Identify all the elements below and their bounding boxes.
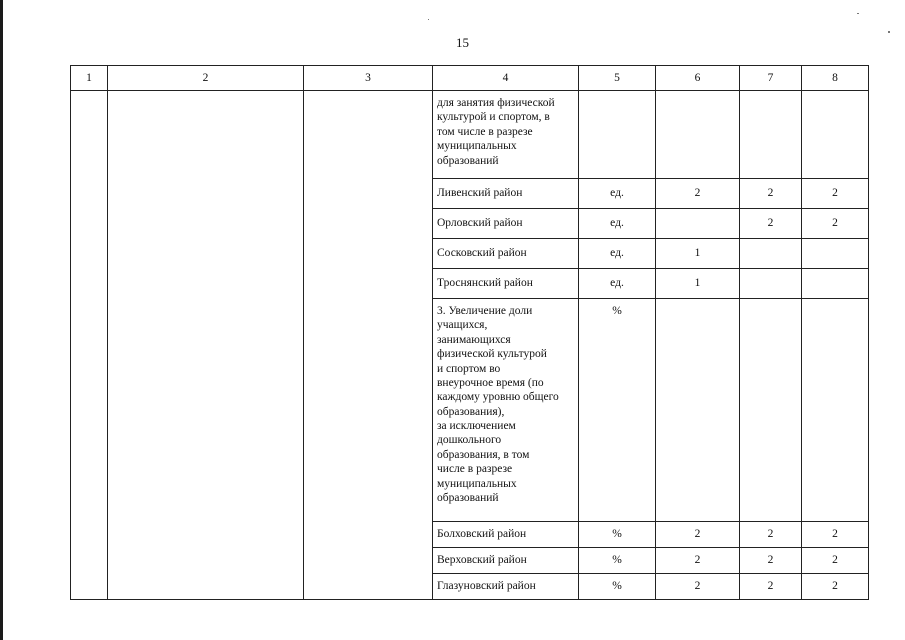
indicator-cell: Болховский район — [433, 522, 579, 548]
value-cell: 2 — [656, 179, 740, 209]
col1-merged-cell — [71, 91, 108, 600]
value-cell — [740, 269, 802, 299]
indicator-cell: Орловский район — [433, 209, 579, 239]
value-cell: 2 — [656, 522, 740, 548]
value-cell — [802, 239, 869, 269]
value-cell: 2 — [802, 574, 869, 600]
column-number: 6 — [656, 66, 740, 91]
value-cell: 1 — [656, 239, 740, 269]
column-number-row — [71, 66, 869, 91]
value-cell: 2 — [740, 209, 802, 239]
unit-cell: ед. — [579, 179, 656, 209]
scan-speck — [857, 13, 859, 14]
value-cell: 2 — [740, 574, 802, 600]
unit-cell: ед. — [579, 209, 656, 239]
page-number: 15 — [456, 35, 469, 50]
value-cell: 2 — [656, 574, 740, 600]
value-cell: 2 — [802, 522, 869, 548]
data-table — [70, 65, 869, 600]
indicator-cell: 3. Увеличение доли учащихся, занимающихся физической культурой и спортом во внеурочное время (по каждому уровню общего образования), за исключением дошкольного образования, в том числе в разрезе муниципальных образований — [433, 299, 579, 522]
value-cell: 2 — [802, 209, 869, 239]
value-cell: 2 — [802, 179, 869, 209]
value-cell: 2 — [656, 548, 740, 574]
col3-merged-cell — [304, 91, 433, 600]
unit-cell: % — [579, 548, 656, 574]
value-cell — [656, 91, 740, 179]
unit-cell: % — [579, 522, 656, 548]
value-cell: 2 — [740, 548, 802, 574]
indicator-cell: для занятия физической культурой и спортом, в том числе в разрезе муниципальных образований — [433, 91, 579, 179]
scan-speck — [888, 31, 890, 33]
unit-cell: ед. — [579, 239, 656, 269]
value-cell — [656, 299, 740, 522]
unit-cell: % — [579, 299, 656, 522]
indicator-cell: Ливенский район — [433, 179, 579, 209]
value-cell — [740, 239, 802, 269]
scan-speck — [428, 19, 429, 20]
column-number: 8 — [802, 66, 869, 91]
indicator-cell: Глазуновский район — [433, 574, 579, 600]
indicator-cell: Троснянский район — [433, 269, 579, 299]
column-number: 7 — [740, 66, 802, 91]
value-cell — [740, 91, 802, 179]
value-cell — [802, 269, 869, 299]
column-number: 2 — [108, 66, 304, 91]
indicator-cell: Верховский район — [433, 548, 579, 574]
col2-merged-cell — [108, 91, 304, 600]
value-cell: 2 — [740, 179, 802, 209]
column-number: 1 — [71, 66, 108, 91]
value-cell — [740, 299, 802, 522]
column-number: 4 — [433, 66, 579, 91]
value-cell — [802, 299, 869, 522]
value-cell: 1 — [656, 269, 740, 299]
value-cell — [802, 91, 869, 179]
table-row — [71, 91, 869, 179]
column-number: 3 — [304, 66, 433, 91]
value-cell — [656, 209, 740, 239]
value-cell: 2 — [802, 548, 869, 574]
column-number: 5 — [579, 66, 656, 91]
unit-cell — [579, 91, 656, 179]
indicator-cell: Сосковский район — [433, 239, 579, 269]
value-cell: 2 — [740, 522, 802, 548]
unit-cell: ед. — [579, 269, 656, 299]
unit-cell: % — [579, 574, 656, 600]
scan-left-edge — [0, 0, 3, 640]
